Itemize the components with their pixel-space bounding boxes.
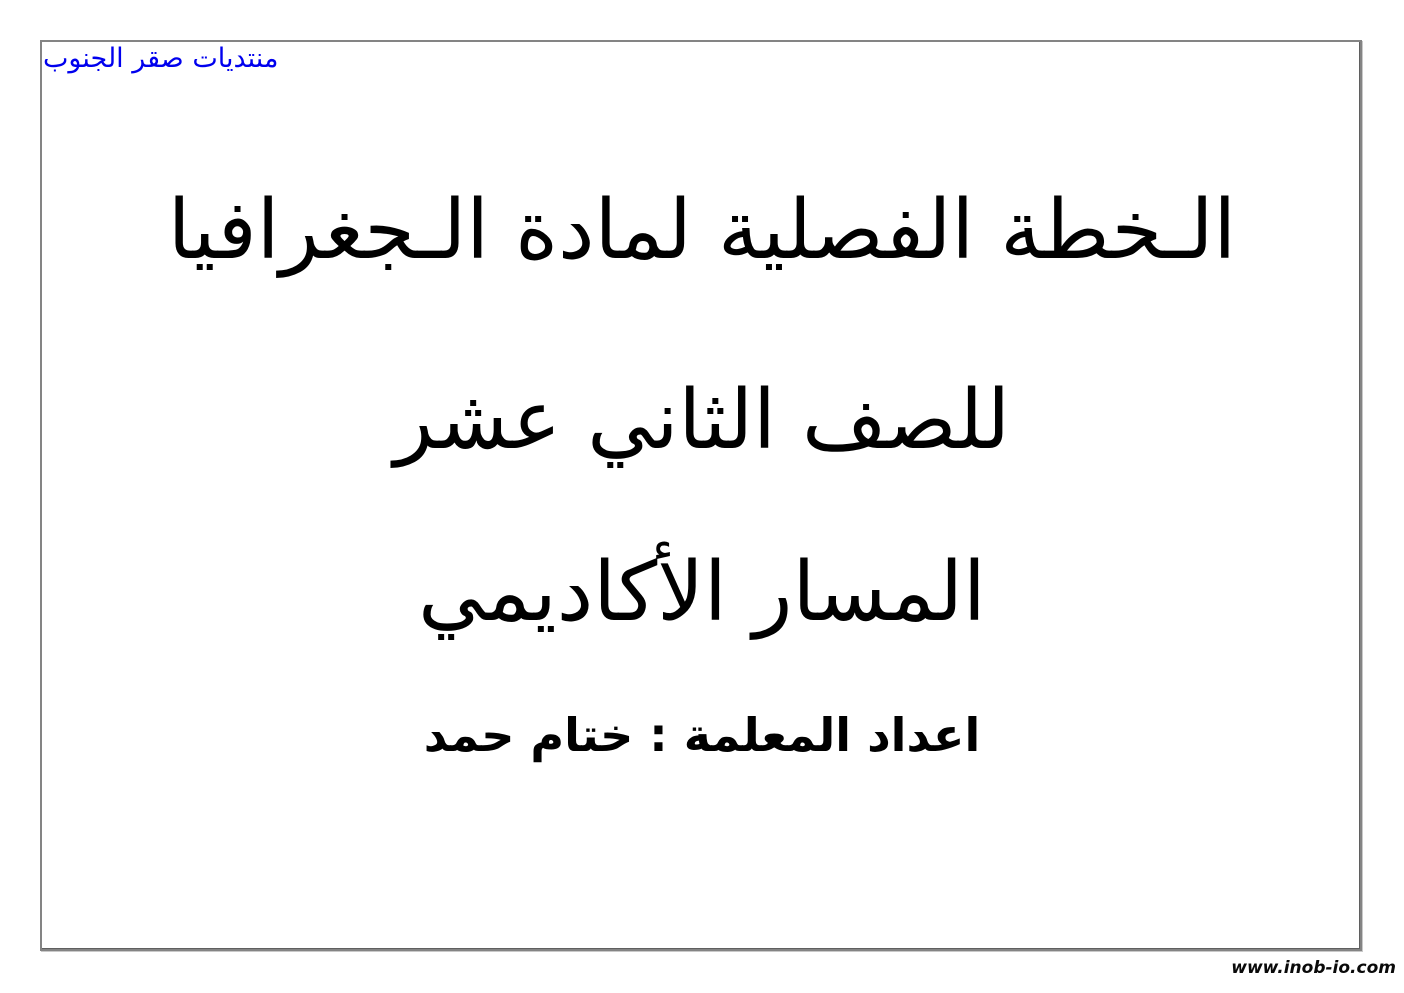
document-title-line-3: المسار الأكاديمي — [418, 545, 986, 640]
site-watermark: www.inob-io.com — [1231, 958, 1396, 978]
author-credit-line: اعداد المعلمة : ختام حمد — [423, 708, 981, 762]
document-title-line-2: للصف الثاني عشر — [393, 373, 1011, 468]
document-title-line-1: الـخطة الفصلية لمادة الـجغرافيا — [167, 183, 1237, 278]
page-border-frame — [40, 40, 1362, 951]
forum-title-link[interactable]: منتديات صقر الجنوب — [43, 43, 279, 74]
